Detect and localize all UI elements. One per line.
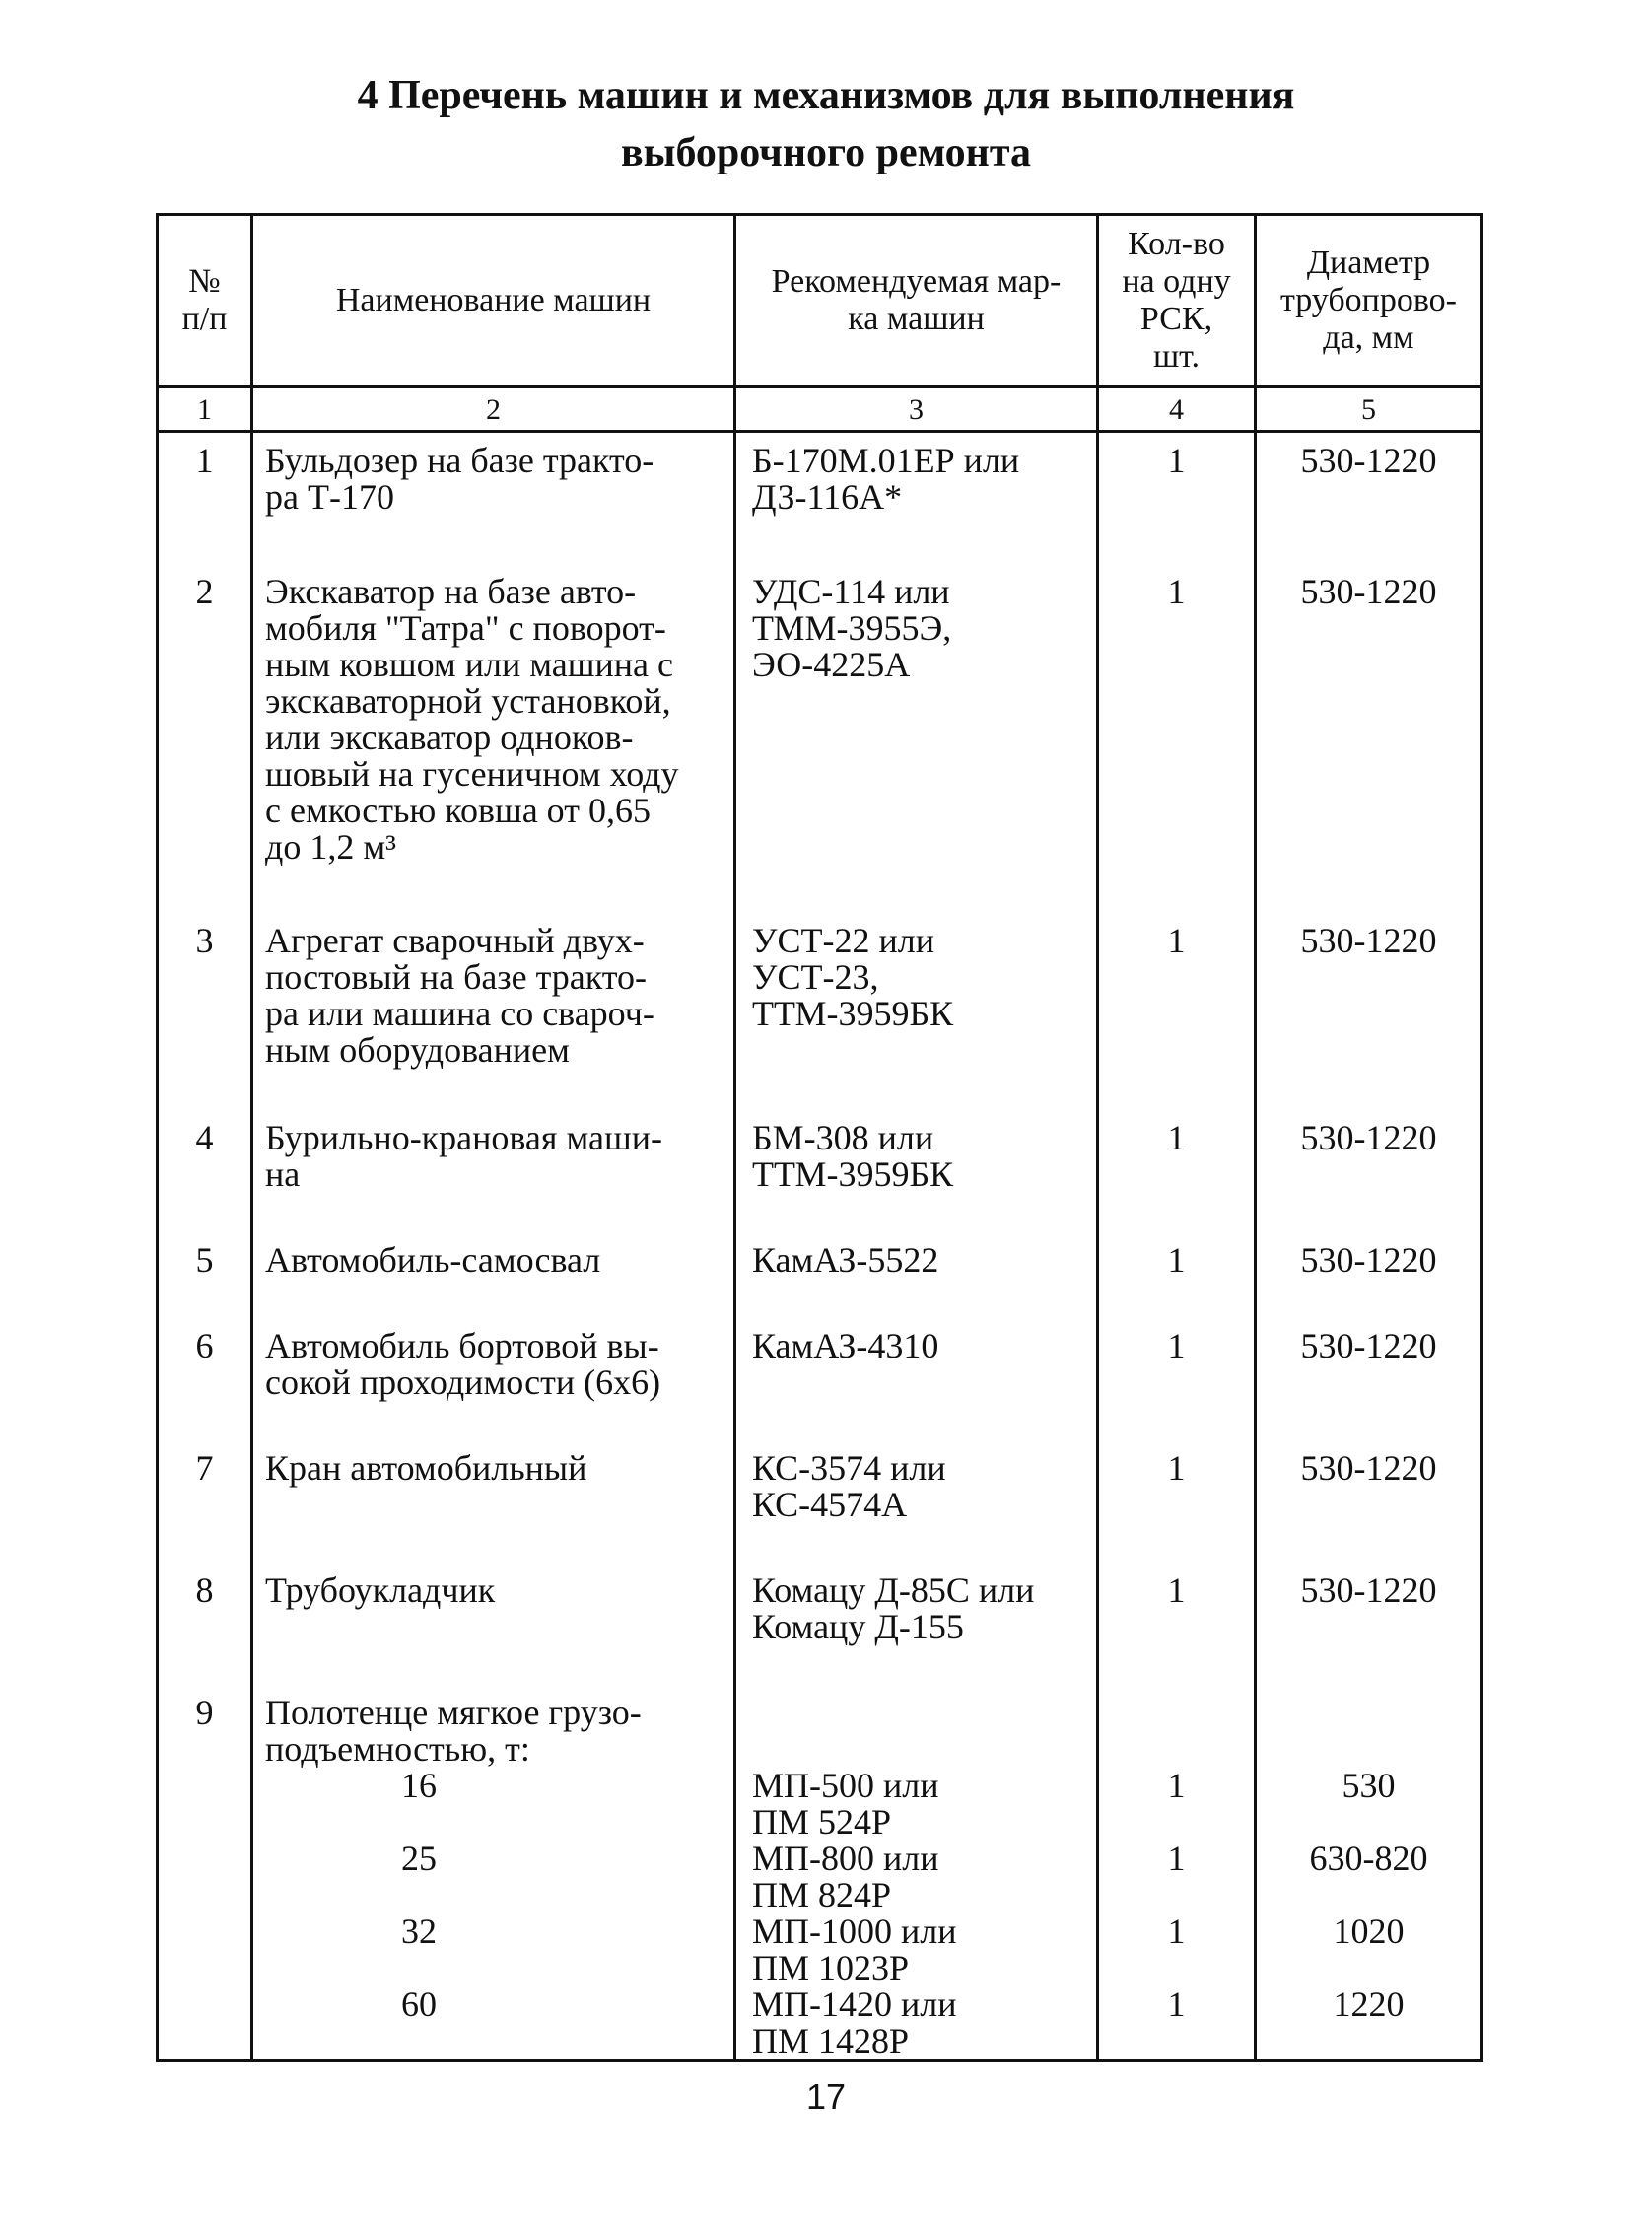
machine-name: [252, 1692, 735, 2061]
quantity: [1098, 432, 1256, 574]
cell-value: 9: [195, 1692, 214, 1732]
text-line: Комацу Д-155: [752, 1606, 964, 1646]
page-number: 17: [805, 2076, 847, 2117]
text-line: ным оборудованием: [265, 1029, 570, 1070]
text-line: или экскаватор одноков-: [265, 717, 634, 757]
text-line: ПМ 1428Р: [752, 2020, 910, 2060]
text-line: Автомобиль бортовой вы-: [265, 1325, 659, 1365]
text-line: Б-170М.01ЕР или: [752, 441, 1020, 480]
machine-brand: [735, 1325, 1098, 1450]
table-body: [158, 432, 1482, 2061]
cell-value: 1: [1167, 1447, 1186, 1488]
text-line: Полотенце мягкое грузо-: [265, 1692, 642, 1732]
text-line: трубопрово-: [1279, 282, 1457, 318]
text-line: МП-1000 или: [752, 1911, 957, 1951]
text-line: шовый на гусеничном ходу: [265, 753, 679, 794]
capacity-value: 32: [401, 1911, 437, 1951]
cell-value: 6: [195, 1325, 214, 1365]
text-line: УДС-114 или: [752, 571, 950, 611]
column-number: 4: [1098, 387, 1256, 432]
machines-table: [156, 213, 1483, 2062]
text-line: Диаметр: [1306, 244, 1431, 281]
text-line: Бурильно-крановая маши-: [265, 1117, 662, 1157]
text-line: Автомобиль-самосвал: [265, 1239, 601, 1280]
quantity: [1098, 1447, 1256, 1572]
text-line: МП-1420 или: [752, 1984, 957, 2024]
cell-value: 1: [1167, 1117, 1186, 1157]
row-number: [158, 1569, 252, 1695]
text-line: ным ковшом или машина с: [265, 644, 673, 684]
text-line: ра или машина со свароч-: [265, 993, 654, 1033]
text-line: мобиля "Татра" с поворот-: [265, 607, 666, 648]
text-line: да, мм: [1323, 319, 1414, 356]
cell-value: 530-1220: [1300, 441, 1437, 480]
machine-name: [252, 432, 735, 574]
row-number: [158, 1447, 252, 1572]
text-line: экскаваторной установкой,: [265, 680, 671, 721]
text-line: КС-4574А: [752, 1484, 908, 1524]
cell-value: 530-1220: [1300, 1239, 1437, 1280]
text-line: на одну: [1122, 263, 1231, 300]
machine-name: [252, 920, 735, 1120]
text-line: ТТМ-3959БК: [752, 993, 954, 1033]
table-row: [158, 923, 1482, 1120]
text-line: №: [188, 263, 221, 300]
quantity: [1098, 571, 1256, 923]
text-line: ТММ-3955Э,: [752, 607, 952, 648]
text-line: ка машин: [848, 301, 985, 337]
cell-value: 630-820: [1309, 1838, 1428, 1878]
text-line: на: [265, 1153, 301, 1194]
header-brand: [735, 215, 1098, 387]
text-line: Кол-во: [1128, 226, 1225, 262]
machine-brand: [735, 571, 1098, 923]
cell-value: 1: [1167, 441, 1186, 480]
machine-brand: [735, 1117, 1098, 1242]
cell-value: 530-1220: [1300, 571, 1437, 611]
table-row: [158, 432, 1482, 574]
text-line: КамАЗ-5522: [752, 1239, 939, 1280]
text-line: Комацу Д-85С или: [752, 1569, 1035, 1610]
text-line: Бульдозер на базе тракто-: [265, 441, 654, 480]
pipe-diameter: [1256, 1447, 1482, 1572]
machine-name: [252, 1325, 735, 1450]
quantity: [1098, 1695, 1256, 2061]
cell-value: 1: [1167, 1239, 1186, 1280]
cell-value: 530-1220: [1300, 1325, 1437, 1365]
machine-name: [252, 1447, 735, 1572]
header-diameter: [1256, 215, 1482, 387]
machine-brand: [735, 432, 1098, 574]
text-line: КС-3574 или: [752, 1447, 946, 1488]
table-row: [158, 1242, 1482, 1328]
text-line: сокой проходимости (6х6): [265, 1361, 661, 1402]
cell-value: 4: [195, 1117, 214, 1157]
page-title-line-1: 4 Перечень машин и механизмов для выполнения: [357, 73, 1295, 118]
cell-value: 1: [1167, 920, 1186, 960]
pipe-diameter: [1256, 571, 1482, 923]
capacity-value: 25: [401, 1838, 437, 1878]
row-number: [158, 432, 252, 574]
header-row: [158, 215, 1482, 387]
text-line: до 1,2 м³: [265, 826, 396, 867]
machine-name: [252, 1569, 735, 1695]
cell-value: 1: [195, 441, 214, 480]
quantity: [1098, 1117, 1256, 1242]
row-number: [158, 1117, 252, 1242]
text-line: РСК,: [1139, 301, 1213, 337]
table-row: [158, 1450, 1482, 1572]
machine-name: [252, 1117, 735, 1242]
machine-brand: [735, 1239, 1098, 1328]
column-number: 5: [1256, 387, 1482, 432]
text-line: Агрегат сварочный двух-: [265, 920, 645, 960]
text-line: ра Т-170: [265, 477, 394, 517]
capacity-value: 16: [401, 1765, 437, 1805]
row-number: [158, 1325, 252, 1450]
table-row: [158, 1572, 1482, 1695]
cell-value: 1020: [1333, 1911, 1405, 1951]
pipe-diameter: [1256, 1239, 1482, 1328]
cell-value: 3: [195, 920, 214, 960]
pipe-diameter: [1256, 1325, 1482, 1450]
cell-value: 1220: [1333, 1984, 1405, 2024]
quantity: [1098, 920, 1256, 1120]
cell-value: 1: [1167, 1325, 1186, 1365]
table-row: [158, 574, 1482, 923]
text-line: ТТМ-3959БК: [752, 1153, 954, 1194]
text-line: ПМ 524Р: [752, 1801, 892, 1842]
machine-brand: [735, 1695, 1098, 2061]
quantity: [1098, 1569, 1256, 1695]
cell-value: 530-1220: [1300, 1447, 1437, 1488]
text-line: Трубоукладчик: [265, 1569, 496, 1610]
column-number: 2: [252, 387, 735, 432]
page-title-line-2: выборочного ремонта: [620, 130, 1031, 175]
cell-value: 7: [195, 1447, 214, 1488]
header-qty: [1098, 215, 1256, 387]
text-line: МП-500 или: [752, 1765, 939, 1805]
machine-name: [252, 571, 735, 923]
machine-name: [252, 1239, 735, 1328]
column-number: 1: [158, 387, 252, 432]
text-line: МП-800 или: [752, 1838, 939, 1878]
text-line: постовый на базе тракто-: [265, 956, 647, 997]
machine-brand: [735, 1447, 1098, 1572]
pipe-diameter: [1256, 1695, 1482, 2061]
pipe-diameter: [1256, 920, 1482, 1120]
machine-brand: [735, 1569, 1098, 1695]
cell-value: 1: [1167, 1984, 1186, 2024]
capacity-value: 60: [401, 1984, 437, 2024]
text-line: Экскаватор на базе авто-: [265, 571, 637, 611]
text-line: ПМ 824Р: [752, 1874, 892, 1915]
cell-value: 1: [1167, 1765, 1186, 1805]
cell-value: 1: [1167, 1911, 1186, 1951]
text-line: ДЗ-116А*: [752, 477, 903, 517]
cell-value: 530-1220: [1300, 1117, 1437, 1157]
text-line: УСТ-23,: [752, 956, 879, 997]
pipe-diameter: [1256, 432, 1482, 574]
table-row: [158, 1328, 1482, 1450]
text-line: Кран автомобильный: [265, 1447, 587, 1488]
cell-value: 1: [1167, 1838, 1186, 1878]
cell-value: 5: [195, 1239, 214, 1280]
cell-value: 2: [195, 571, 214, 611]
table-row: [158, 1120, 1482, 1242]
cell-value: 1: [1167, 1569, 1186, 1610]
cell-value: 530: [1342, 1765, 1396, 1805]
text-line: УСТ-22 или: [752, 920, 934, 960]
text-line: ЭО-4225А: [752, 644, 911, 684]
row-number: [158, 920, 252, 1120]
table-row: [158, 1695, 1482, 2061]
text-line: КамАЗ-4310: [752, 1325, 939, 1365]
row-number: [158, 571, 252, 923]
text-line: шт.: [1153, 338, 1200, 375]
cell-value: 530-1220: [1300, 1569, 1437, 1610]
machine-brand: [735, 920, 1098, 1120]
row-number: [158, 1239, 252, 1328]
quantity: [1098, 1325, 1256, 1450]
column-number-row: [158, 387, 1482, 432]
text-line: подъемностью, т:: [265, 1728, 530, 1769]
row-number: [158, 1692, 252, 2061]
cell-value: 530-1220: [1300, 920, 1437, 960]
header-num: [158, 215, 252, 387]
text-line: Наименование машин: [335, 282, 652, 318]
text-line: ПМ 1023Р: [752, 1947, 910, 1987]
pipe-diameter: [1256, 1117, 1482, 1242]
text-line: БМ-308 или: [752, 1117, 934, 1157]
header-name: [252, 215, 735, 387]
pipe-diameter: [1256, 1569, 1482, 1695]
cell-value: 8: [195, 1569, 214, 1610]
cell-value: 1: [1167, 571, 1186, 611]
text-line: с емкостью ковша от 0,65: [265, 790, 651, 830]
text-line: Рекомендуемая мар-: [771, 263, 1062, 300]
quantity: [1098, 1239, 1256, 1328]
text-line: п/п: [181, 301, 228, 337]
column-number: 3: [735, 387, 1098, 432]
